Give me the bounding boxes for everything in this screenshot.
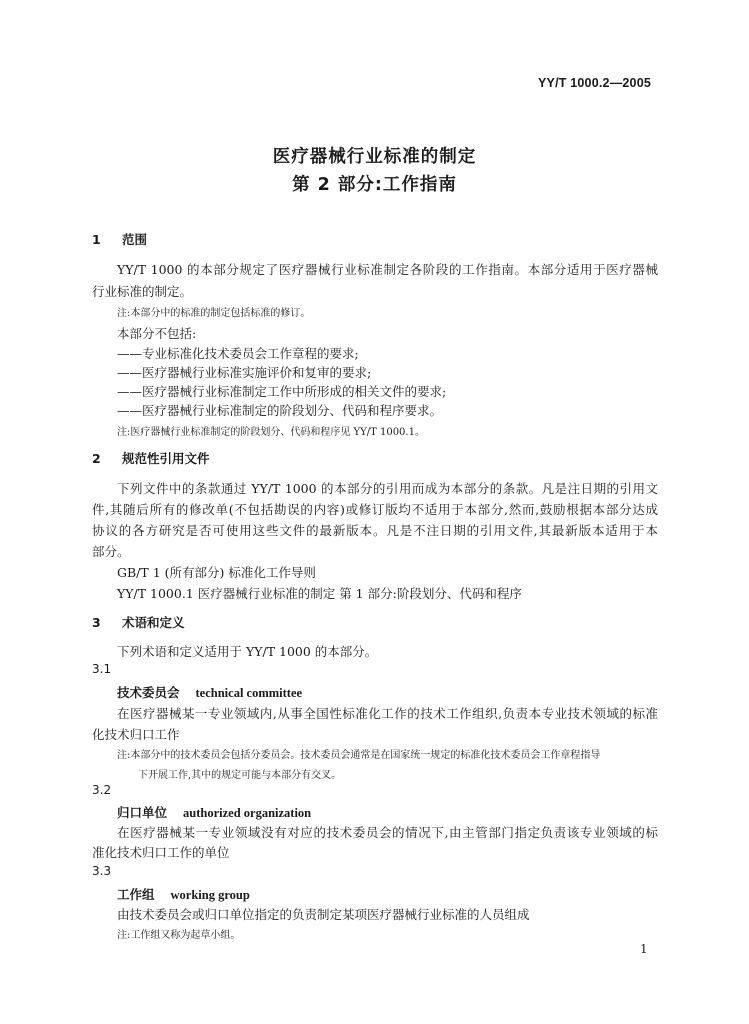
paragraph-line: 行业标准的制定。	[92, 284, 193, 299]
list-item: ——医疗器械行业标准实施评价和复审的要求;	[117, 365, 372, 380]
definition-line: 化技术归口工作	[92, 727, 180, 742]
term-heading	[117, 803, 311, 821]
section-heading-scope	[92, 230, 147, 248]
reference-item: GB/T 1 (所有部分) 标准化工作导则	[117, 565, 316, 580]
clause-number: 3.2	[92, 783, 112, 797]
section-number: 2	[92, 451, 101, 466]
section-title: 术语和定义	[122, 615, 185, 630]
term-en: authorized organization	[183, 806, 312, 820]
term-heading	[117, 885, 250, 903]
note: 注:医疗器械行业标准制定的阶段划分、代码和程序见 YY/T 1000.1。	[117, 427, 425, 438]
term-zh: 归口单位	[117, 805, 168, 820]
section-title: 范围	[122, 232, 148, 247]
paragraph-line: 本部分不包括:	[117, 326, 197, 341]
term-zh: 工作组	[117, 887, 155, 902]
definition-line: 准化技术归口工作的单位	[92, 845, 230, 860]
term-en: technical committee	[195, 686, 303, 700]
definition-line: 在医疗器械某一专业领域没有对应的技术委员会的情况下,由主管部门指定负责该专业领域的标	[117, 825, 658, 840]
section-number: 3	[92, 615, 101, 630]
term-en: working group	[170, 888, 250, 902]
list-item: ——医疗器械行业标准制定工作中所形成的相关文件的要求;	[117, 384, 447, 399]
clause-number: 3.1	[92, 662, 112, 676]
note: 注:工作组又称为起草小组。	[117, 930, 241, 941]
clause-number: 3.3	[92, 864, 112, 878]
standard-code: YY/T 1000.2—2005	[538, 76, 651, 90]
paragraph-line: 件,其随后所有的修改单(不包括勘误的内容)或修订版均不适用于本部分,然而,鼓励根据本部分达成	[92, 502, 658, 517]
list-item: ——专业标准化技术委员会工作章程的要求;	[117, 346, 359, 361]
paragraph-line: 部分。	[92, 544, 130, 559]
section-heading-normative-references	[92, 449, 210, 467]
reference-item: YY/T 1000.1 医疗器械行业标准的制定 第 1 部分:阶段划分、代码和程序	[117, 586, 522, 601]
note: 注:本部分中的技术委员会包括分委员会。技术委员会通常是在国家统一规定的标准化技术委员会工作章程指导	[117, 750, 601, 761]
term-zh: 技术委员会	[117, 685, 180, 700]
term-heading	[117, 683, 302, 701]
section-heading-terms-definitions	[92, 613, 185, 631]
paragraph-line: 协议的各方研究是否可使用这些文件的最新版本。凡是不注日期的引用文件,其最新版本适用于本	[92, 523, 658, 538]
note: 下开展工作,其中的规定可能与本部分有交叉。	[138, 770, 342, 781]
paragraph-line: YY/T 1000 的本部分规定了医疗器械行业标准制定各阶段的工作指南。本部分适用于医疗器械	[117, 262, 658, 277]
definition-line: 在医疗器械某一专业领域内,从事全国性标准化工作的技术工作组织,负责本专业技术领域的标准	[117, 706, 658, 721]
paragraph-line: 下列术语和定义适用于 YY/T 1000 的本部分。	[117, 644, 378, 659]
section-number: 1	[92, 232, 101, 247]
paragraph-line: 下列文件中的条款通过 YY/T 1000 的本部分的引用而成为本部分的条款。凡是注日期的引用文	[117, 481, 658, 496]
document-title: 医疗器械行业标准的制定	[272, 147, 477, 167]
note: 注:本部分中的标准的制定包括标准的修订。	[117, 308, 311, 319]
document-subtitle: 第 2 部分:工作指南	[292, 175, 457, 195]
page-number: 1	[640, 942, 648, 956]
definition-line: 由技术委员会或归口单位指定的负责制定某项医疗器械行业标准的人员组成	[117, 907, 530, 922]
list-item: ——医疗器械行业标准制定的阶段划分、代码和程序要求。	[117, 403, 443, 418]
section-title: 规范性引用文件	[122, 451, 210, 466]
